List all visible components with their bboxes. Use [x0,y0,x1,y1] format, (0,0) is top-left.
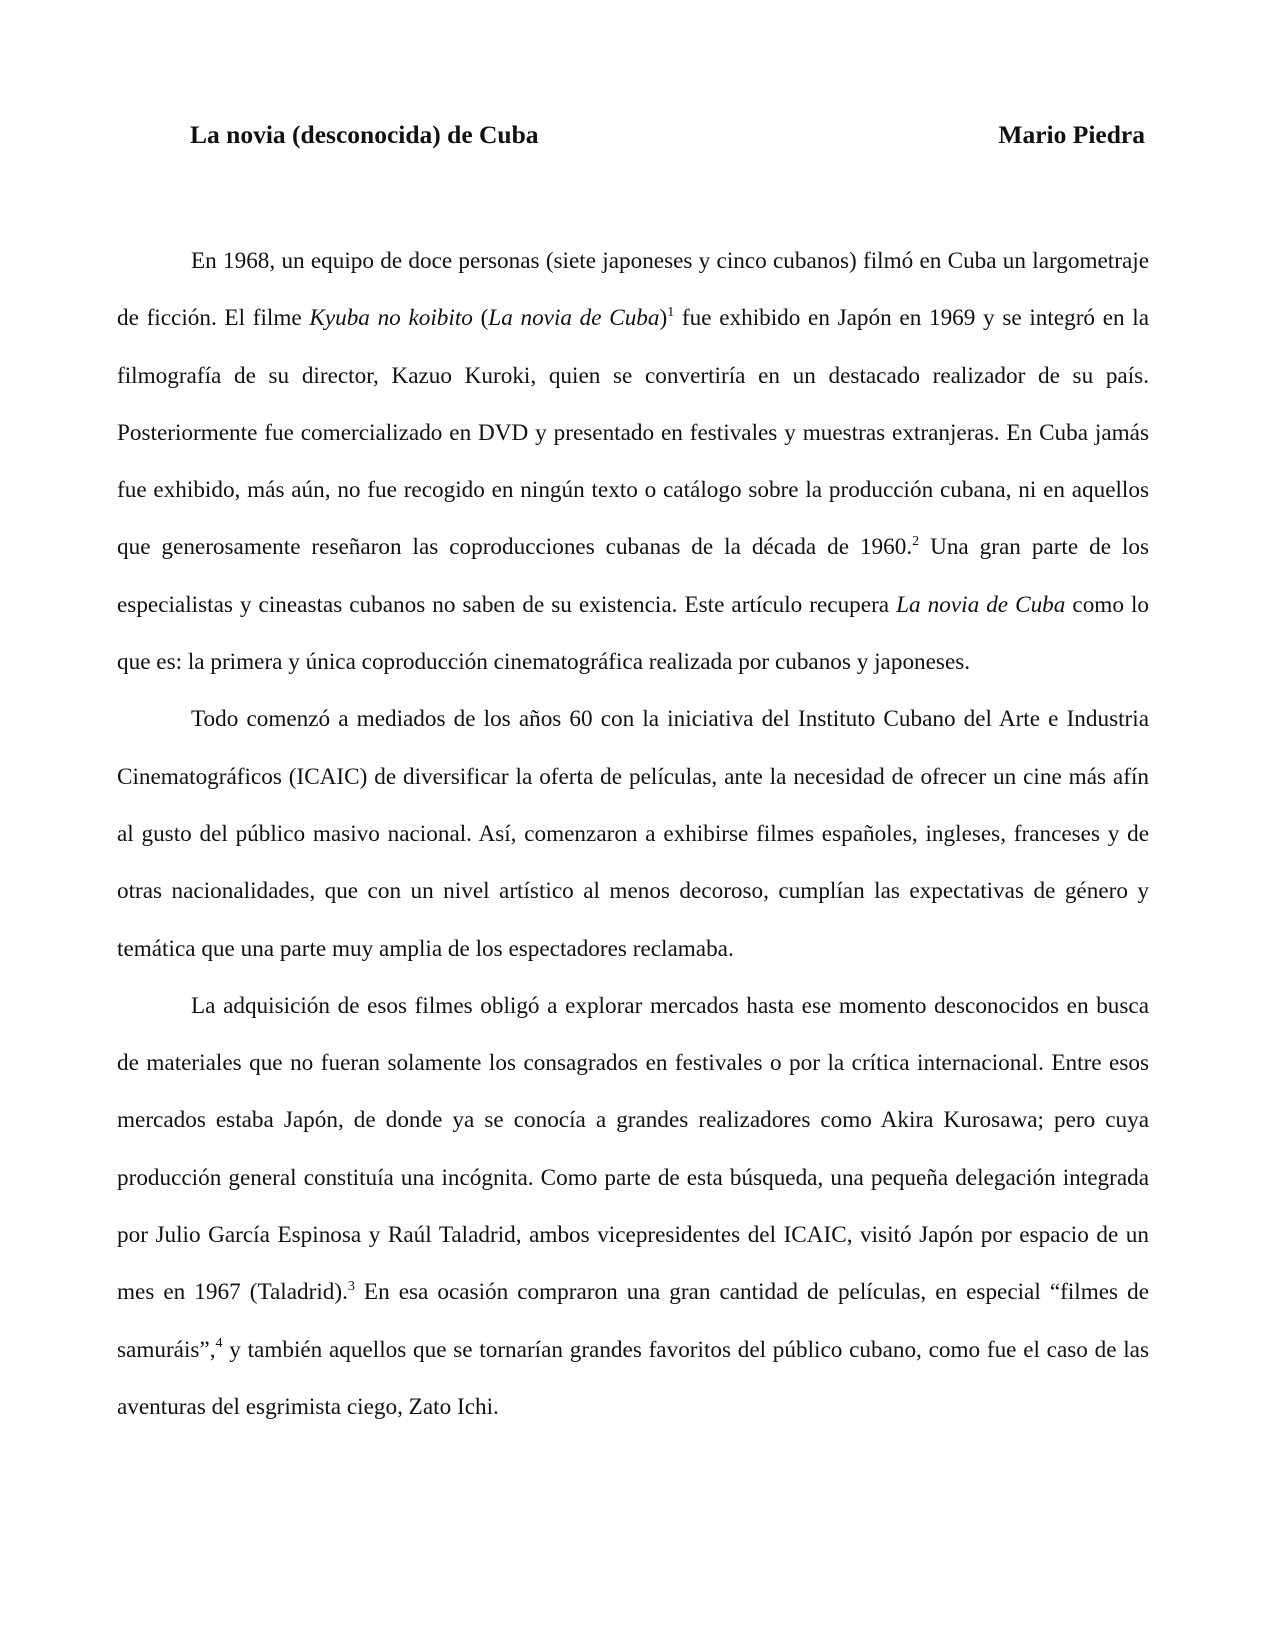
paragraph-text: Todo comenzó a mediados de los años 60 con la iniciativa del Instituto Cubano del Arte e Industria Cinematográficos (ICAIC) de diversificar la oferta de películas, ante la necesidad de ofrecer un cine más afín al gusto del público masivo nacional. Así, comenzaron a exhibirse filmes españoles, ingleses, franceses y de otras nacionalidades, que con un nivel artístico al menos decoroso, cumplían las expectativas de género y temática que una parte muy amplia de los espectadores reclamaba. [117,706,1149,962]
film-title-japanese: Kyuba no koibito [309,305,473,332]
paragraph-text: Una gran parte de los especialistas y cineastas cubanos no saben de su existencia. Este artículo recupera [117,534,1150,618]
paragraph-text: y también aquellos que se tornarían grandes favoritos del público cubano, como fue el caso de las aventuras del esgrimista ciego, Zato Ichi. [117,1336,1149,1420]
author-name: Mario Piedra [998,120,1145,149]
paragraph-text: En esa ocasión compraron una gran cantidad de películas, en especial “filmes de samuráis”, [117,1279,1149,1363]
paragraph-2 [117,691,1149,977]
film-title-spanish: La novia de Cuba [896,591,1066,618]
paragraph-text: ( [472,305,489,332]
footnote-marker-4[interactable]: 4 [215,1335,223,1351]
paragraph-text: La adquisición de esos filmes obligó a explorar mercados hasta ese momento desconocidos en busca de materiales que no fueran solamente los consagrados en festivales o por la crítica internacional. Entre esos mercados estaba Japón, de donde ya se conocía a grandes realizadores como Akira Kurosawa; pero cuya producción general constituía una incógnita. Como parte de esta búsqueda, una pequeña delegación integrada por Julio García Espinosa y Raúl Taladrid, ambos vicepresidentes del ICAIC, visitó Japón por espacio de un mes en 1967 (Taladrid). [117,992,1149,1306]
footnote-marker-2[interactable]: 2 [912,533,920,549]
footnote-marker-3[interactable]: 3 [347,1278,355,1294]
paragraph-text: fue exhibido en Japón en 1969 y se integró en la filmografía de su director, Kazuo Kuroki, quien se convertiría en un destacado realizador de su país. Posteriormente fue comercializado en DVD y presentado en festivales y muestras extranjeras. En Cuba jamás fue exhibido, más aún, no fue recogido en ningún texto o catálogo sobre la producción cubana, ni en aquellos que generosamente reseñaron las coproducciones cubanas de la década de 1960. [117,305,1149,561]
paragraph-text: como lo que es: la primera y única coproducción cinematográfica realizada por cubanos y japoneses. [117,591,1149,676]
footnote-marker-1[interactable]: 1 [667,304,675,320]
article-title: La novia (desconocida) de Cuba [190,120,539,149]
paragraph-text: ) [659,305,668,332]
paragraph-text: En 1968, un equipo de doce personas (siete japoneses y cinco cubanos) filmó en Cuba un largometraje de ficción. El filme [117,248,1149,332]
film-title-spanish: La novia de Cuba [488,305,660,332]
article-body [117,233,1149,1436]
paragraph-1 [117,233,1149,691]
paragraph-3 [117,978,1149,1436]
